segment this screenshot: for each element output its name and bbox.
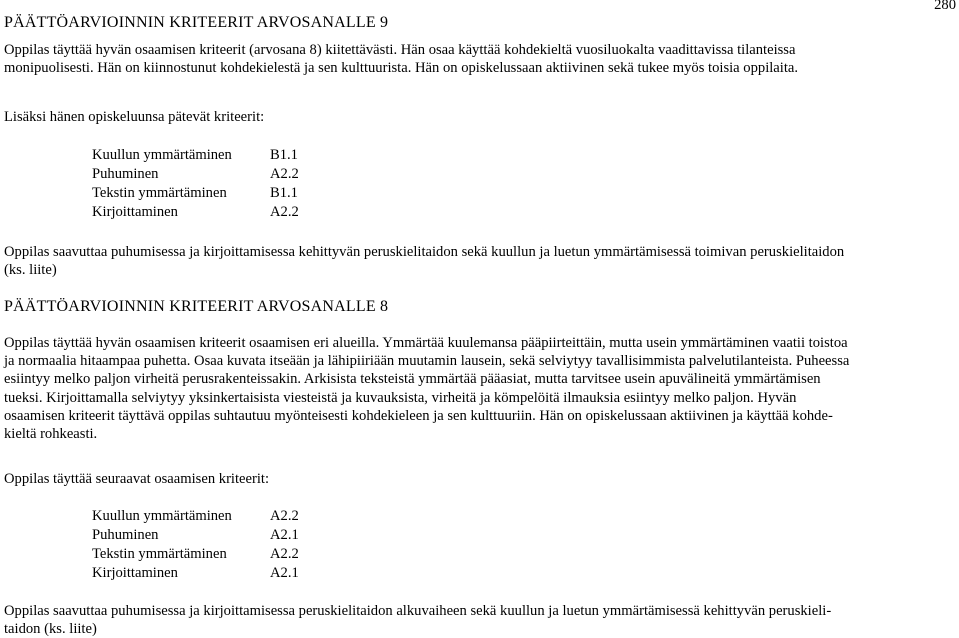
section-9-intro-line: monipuolisesti. Hän on kiinnostunut kohdekielestä ja sen kulttuurista. Hän on opiskelussaan aktiivinen sekä tukee myös toisia oppilaita. [4, 60, 799, 77]
criteria-row [92, 184, 299, 203]
section-9-intro-line: Oppilas täyttää hyvän osaamisen kriteerit (arvosana 8) kiitettävästi. Hän osaa käyttää kohdekieltä vuosiluokalta vaadittavissa tilanteissa [4, 42, 796, 58]
criteria-row [92, 165, 299, 184]
criteria-level: A2.2 [270, 204, 299, 220]
criteria-row [92, 564, 299, 583]
section-9-heading: PÄÄTTÖARVIOINNIN KRITEERIT ARVOSANALLE 9 [4, 14, 389, 31]
section-9-summary-line: (ks. liite) [4, 262, 57, 279]
criteria-skill: Puhuminen [92, 527, 159, 543]
section-8-intro-line: ja normaalia hitaampaa puhetta. Osaa kuvata itseään ja lähipiiriään muutamin lausein, sekä selviytyy tavallisimmista palvelutilanteista. Puheessa [4, 353, 850, 370]
section-8-intro-line: esiintyy melko paljon virheitä perusrakenteissakin. Arkisista teksteistä ymmärtää pääasiat, mutta tarvitsee usein apuvälineitä ymmärtämisen [4, 371, 821, 388]
section-9-summary [4, 243, 954, 279]
section-8-intro-line: osaamisen kriteerit täyttävä oppilas suhtautuu myönteisesti kohdekieleen ja sen kulttuuriin. Hän on opiskelussaan aktiivinen ja käyttää kohde- [4, 407, 833, 424]
criteria-level: A2.2 [270, 166, 299, 182]
section-8-criteria-table [92, 507, 299, 583]
criteria-row [92, 526, 299, 545]
criteria-level: B1.1 [270, 185, 298, 201]
section-8-intro-line: kieltä rohkeasti. [4, 426, 98, 443]
section-8-intro-line: Oppilas täyttää hyvän osaamisen kriteerit osaamisen eri alueilla. Ymmärtää kuulemansa pääpiirteittäin, mutta usein ymmärtäminen vaatii toistoa [4, 335, 848, 351]
criteria-level: B1.1 [270, 147, 298, 163]
criteria-level: A2.2 [270, 508, 299, 524]
criteria-row [92, 545, 299, 564]
section-8-summary-line: Oppilas saavuttaa puhumisessa ja kirjoittamisessa peruskielitaidon alkuvaiheen sekä kuullun ja luetun ymmärtämisessä kehittyvän peruskieli- [4, 603, 832, 619]
section-8-summary [4, 602, 954, 638]
section-8-criteria-lead: Oppilas täyttää seuraavat osaamisen kriteerit: [4, 471, 270, 487]
criteria-skill: Kirjoittaminen [92, 204, 178, 220]
criteria-skill: Kuullun ymmärtäminen [92, 508, 232, 524]
criteria-row [92, 203, 299, 222]
criteria-skill: Puhuminen [92, 166, 159, 182]
section-9-criteria-lead: Lisäksi hänen opiskeluunsa pätevät kriteerit: [4, 109, 265, 125]
page-number: 280 [934, 0, 956, 13]
section-8-summary-line: taidon (ks. liite) [4, 621, 97, 638]
criteria-skill: Kuullun ymmärtäminen [92, 147, 232, 163]
criteria-skill: Tekstin ymmärtäminen [92, 185, 227, 201]
criteria-skill: Kirjoittaminen [92, 565, 178, 581]
section-9-summary-line: Oppilas saavuttaa puhumisessa ja kirjoittamisessa kehittyvän peruskielitaidon sekä kuullun ja luetun ymmärtämisessä toimivan peruskielitaidon [4, 244, 845, 260]
section-8-heading: PÄÄTTÖARVIOINNIN KRITEERIT ARVOSANALLE 8 [4, 298, 389, 315]
section-9-criteria-table [92, 146, 299, 222]
criteria-skill: Tekstin ymmärtäminen [92, 546, 227, 562]
criteria-level: A2.1 [270, 527, 299, 543]
criteria-row [92, 146, 299, 165]
section-8-intro [4, 334, 954, 443]
criteria-level: A2.2 [270, 546, 299, 562]
criteria-row [92, 507, 299, 526]
section-8-intro-line: tueksi. Kirjoittamalla selviytyy yksinkertaisista viesteistä ja kuvauksista, virheitä ja kömpelöitä ilmauksia esiintyy melko paljon. Hyvän [4, 389, 797, 406]
criteria-level: A2.1 [270, 565, 299, 581]
section-9-intro [4, 41, 954, 77]
